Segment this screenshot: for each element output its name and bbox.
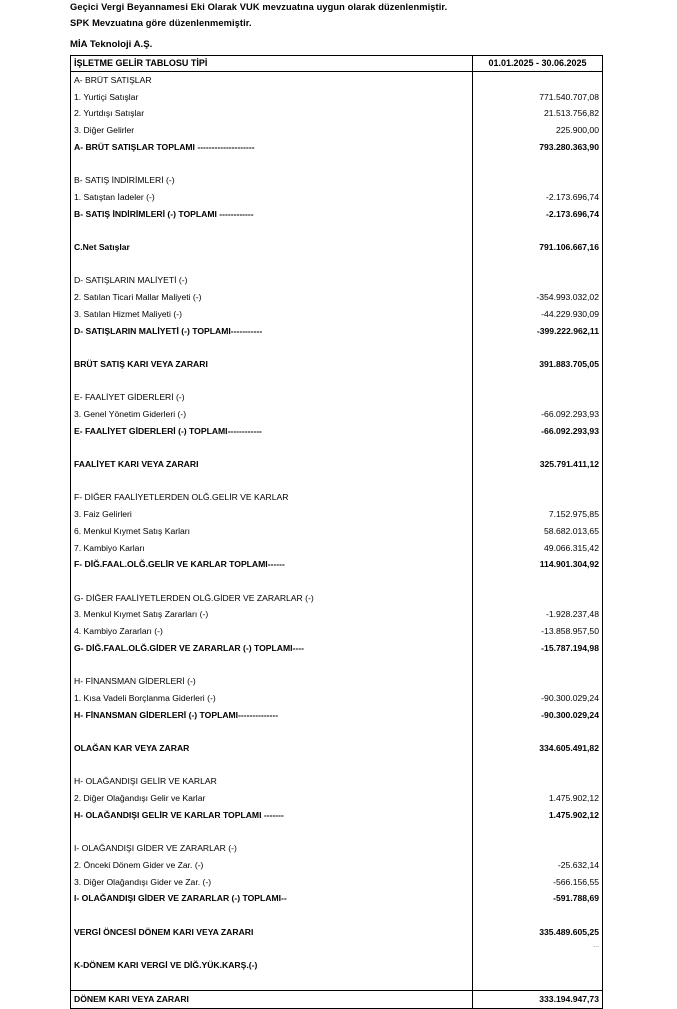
row-amount — [473, 389, 603, 406]
table-row — [71, 439, 603, 456]
table-row — [71, 373, 603, 390]
row-amount — [473, 256, 603, 273]
row-label — [71, 473, 473, 490]
table-row — [71, 339, 603, 356]
table-row — [71, 540, 603, 557]
row-label: 3. Diğer Olağandışı Gider ve Zar. (-) — [71, 874, 473, 891]
row-amount: -44.229.930,09 — [473, 306, 603, 323]
row-label: H- OLAĞANDIŞI GELİR VE KARLAR — [71, 773, 473, 790]
row-amount — [473, 840, 603, 857]
table-row — [71, 924, 603, 941]
row-label: B- SATIŞ İNDİRİMLERİ (-) TOPLAMI ------------ — [71, 206, 473, 223]
table-row — [71, 456, 603, 473]
row-label — [71, 723, 473, 740]
row-amount: 771.540.707,08 — [473, 89, 603, 106]
row-label — [71, 222, 473, 239]
row-amount: -15.787.194,98 — [473, 640, 603, 657]
row-amount — [473, 773, 603, 790]
row-amount — [473, 489, 603, 506]
row-label: D- SATIŞLARIN MALİYETİ (-) TOPLAMI----------- — [71, 323, 473, 340]
row-amount: -399.222.962,11 — [473, 323, 603, 340]
row-amount — [473, 907, 603, 924]
row-label: BRÜT SATIŞ KARI VEYA ZARARI — [71, 356, 473, 373]
table-row — [71, 389, 603, 406]
table-row — [71, 323, 603, 340]
row-amount: -354.993.032,02 — [473, 289, 603, 306]
row-amount: 1.475.902,12 — [473, 807, 603, 824]
table-row — [71, 139, 603, 156]
row-amount: 21.513.756,82 — [473, 105, 603, 122]
row-label: 2. Diğer Olağandışı Gelir ve Karlar — [71, 790, 473, 807]
row-label: D- SATIŞLARIN MALİYETİ (-) — [71, 272, 473, 289]
row-amount — [473, 656, 603, 673]
row-amount — [473, 723, 603, 740]
row-amount — [473, 473, 603, 490]
row-label — [71, 940, 473, 957]
row-label: 3. Faiz Gelirleri — [71, 506, 473, 523]
row-label — [71, 156, 473, 173]
table-row — [71, 206, 603, 223]
net-profit-label: DÖNEM KARI VEYA ZARARI — [71, 991, 473, 1009]
intro-note-line-2: SPK Mevzuatına göre düzenlenmemiştir. — [70, 17, 252, 28]
table-row — [71, 156, 603, 173]
row-label: I- OLAĞANDIŞI GİDER VE ZARARLAR (-) TOPLAMI-- — [71, 890, 473, 907]
table-row — [71, 757, 603, 774]
row-amount — [473, 439, 603, 456]
table-row — [71, 590, 603, 607]
row-amount: 58.682.013,65 — [473, 523, 603, 540]
row-amount: 1.475.902,12 — [473, 790, 603, 807]
table-row — [71, 874, 603, 891]
table-row — [71, 306, 603, 323]
table-row — [71, 807, 603, 824]
row-amount — [473, 222, 603, 239]
row-amount: -2.173.696,74 — [473, 189, 603, 206]
row-amount — [473, 72, 603, 89]
table-row — [71, 272, 603, 289]
table-row — [71, 940, 603, 957]
row-label — [71, 256, 473, 273]
row-label — [71, 974, 473, 991]
row-label: A- BRÜT SATIŞLAR TOPLAMI -------------------- — [71, 139, 473, 156]
row-amount: 225.900,00 — [473, 122, 603, 139]
table-row — [71, 673, 603, 690]
table-row — [71, 72, 603, 89]
row-label — [71, 823, 473, 840]
table-row — [71, 623, 603, 640]
table-row — [71, 222, 603, 239]
intro-note-line-1: Geçici Vergi Beyannamesi Eki Olarak VUK mevzuatına uygun olarak düzenlenmiştir. — [70, 2, 448, 12]
row-amount: -2.294.657,52 — [473, 940, 603, 957]
row-label: H- FİNANSMAN GİDERLERİ (-) — [71, 673, 473, 690]
row-label: H- FİNANSMAN GİDERLERİ (-) TOPLAMI-------------- — [71, 707, 473, 724]
table-row — [71, 423, 603, 440]
table-row — [71, 823, 603, 840]
row-amount: -66.092.293,93 — [473, 406, 603, 423]
table-row — [71, 256, 603, 273]
table-row — [71, 690, 603, 707]
table-row — [71, 790, 603, 807]
row-label: K-DÖNEM KARI VERGİ VE DİĞ.YÜK.KARŞ.(-) — [71, 957, 473, 974]
table-row — [71, 122, 603, 139]
row-amount — [473, 957, 603, 974]
row-amount: 325.791.411,12 — [473, 456, 603, 473]
row-label: 2. Önceki Dönem Gider ve Zar. (-) — [71, 857, 473, 874]
row-label: 1. Yurtiçi Satışlar — [71, 89, 473, 106]
row-amount: -13.858.957,50 — [473, 623, 603, 640]
row-label: C.Net Satışlar — [71, 239, 473, 256]
table-row — [71, 723, 603, 740]
table-header-row — [71, 56, 603, 72]
table-row — [71, 289, 603, 306]
table-row — [71, 105, 603, 122]
row-amount — [473, 974, 603, 991]
row-label: 7. Kambiyo Karları — [71, 540, 473, 557]
table-row — [71, 172, 603, 189]
table-row — [71, 707, 603, 724]
row-label: G- DİĞER FAALİYETLERDEN OLĞ.GİDER VE ZARARLAR (-) — [71, 590, 473, 607]
table-row — [71, 857, 603, 874]
company-name: MİA Teknoloji A.Ş. — [70, 39, 153, 50]
row-label: 2. Yurtdışı Satışlar — [71, 105, 473, 122]
row-label: 4. Kambiyo Zararları (-) — [71, 623, 473, 640]
table-row — [71, 640, 603, 657]
row-label: B- SATIŞ İNDİRİMLERİ (-) — [71, 172, 473, 189]
row-label: FAALİYET KARI VEYA ZARARI — [71, 456, 473, 473]
table-row — [71, 840, 603, 857]
table-row — [71, 957, 603, 974]
row-amount — [473, 757, 603, 774]
row-label — [71, 573, 473, 590]
row-label: F- DİĞ.FAAL.OLĞ.GELİR VE KARLAR TOPLAMI------ — [71, 556, 473, 573]
row-label: OLAĞAN KAR VEYA ZARAR — [71, 740, 473, 757]
row-label: E- FAALİYET GİDERLERİ (-) — [71, 389, 473, 406]
table-row — [71, 356, 603, 373]
table-row-net-profit — [71, 991, 603, 1009]
row-amount: -566.156,55 — [473, 874, 603, 891]
row-amount: -1.928.237,48 — [473, 606, 603, 623]
intro-notes — [70, 0, 610, 31]
row-label: I- OLAĞANDIŞI GİDER VE ZARARLAR (-) — [71, 840, 473, 857]
table-row — [71, 890, 603, 907]
row-amount — [473, 823, 603, 840]
table-row — [71, 773, 603, 790]
column-header-label: İŞLETME GELİR TABLOSU TİPİ — [71, 56, 473, 72]
table-body — [71, 72, 603, 991]
row-label: 3. Genel Yönetim Giderleri (-) — [71, 406, 473, 423]
row-amount — [473, 172, 603, 189]
row-amount: 793.280.363,90 — [473, 139, 603, 156]
row-label — [71, 439, 473, 456]
row-label — [71, 757, 473, 774]
table-row — [71, 406, 603, 423]
table-row — [71, 740, 603, 757]
row-label — [71, 656, 473, 673]
row-label: E- FAALİYET GİDERLERİ (-) TOPLAMI------------ — [71, 423, 473, 440]
row-amount: -90.300.029,24 — [473, 707, 603, 724]
row-amount — [473, 339, 603, 356]
row-label: 2. Satılan Ticari Mallar Maliyeti (-) — [71, 289, 473, 306]
row-amount: 334.605.491,82 — [473, 740, 603, 757]
row-amount: -66.092.293,93 — [473, 423, 603, 440]
row-amount — [473, 673, 603, 690]
row-amount: 335.489.605,25 — [473, 924, 603, 941]
table-row — [71, 189, 603, 206]
row-amount — [473, 373, 603, 390]
row-amount: -90.300.029,24 — [473, 690, 603, 707]
row-label — [71, 907, 473, 924]
column-header-period: 01.01.2025 - 30.06.2025 — [473, 56, 603, 72]
table-row — [71, 907, 603, 924]
net-profit-amount: 333.194.947,73 — [473, 991, 603, 1009]
row-label: 3. Menkul Kıymet Satış Zararları (-) — [71, 606, 473, 623]
table-row — [71, 489, 603, 506]
row-amount — [473, 272, 603, 289]
row-amount: 391.883.705,05 — [473, 356, 603, 373]
row-label: VERGİ ÖNCESİ DÖNEM KARI VEYA ZARARI — [71, 924, 473, 941]
income-statement-table — [70, 55, 603, 1009]
table-row — [71, 89, 603, 106]
row-label: 3. Satılan Hizmet Maliyeti (-) — [71, 306, 473, 323]
table-row — [71, 523, 603, 540]
row-label — [71, 373, 473, 390]
row-amount: 7.152.975,85 — [473, 506, 603, 523]
row-label: 1. Kısa Vadeli Borçlanma Giderleri (-) — [71, 690, 473, 707]
table-row — [71, 239, 603, 256]
row-label: 6. Menkul Kıymet Satış Karları — [71, 523, 473, 540]
row-label: A- BRÜT SATIŞLAR — [71, 72, 473, 89]
row-label: 1. Satıştan İadeler (-) — [71, 189, 473, 206]
row-amount: 49.066.315,42 — [473, 540, 603, 557]
table-row — [71, 606, 603, 623]
row-label: F- DİĞER FAALİYETLERDEN OLĞ.GELİR VE KARLAR — [71, 489, 473, 506]
row-amount — [473, 156, 603, 173]
row-label: 3. Diğer Gelirler — [71, 122, 473, 139]
row-amount — [473, 590, 603, 607]
row-amount: -25.632,14 — [473, 857, 603, 874]
row-label: H- OLAĞANDIŞI GELİR VE KARLAR TOPLAMI ------- — [71, 807, 473, 824]
table-row — [71, 656, 603, 673]
row-amount — [473, 573, 603, 590]
table-row — [71, 974, 603, 991]
row-label: G- DİĞ.FAAL.OLĞ.GİDER VE ZARARLAR (-) TOPLAMI---- — [71, 640, 473, 657]
row-amount: -591.788,69 — [473, 890, 603, 907]
table-row — [71, 506, 603, 523]
row-label — [71, 339, 473, 356]
row-amount: 114.901.304,92 — [473, 556, 603, 573]
row-amount: -2.173.696,74 — [473, 206, 603, 223]
table-row — [71, 473, 603, 490]
row-amount: 791.106.667,16 — [473, 239, 603, 256]
table-row — [71, 556, 603, 573]
table-row — [71, 573, 603, 590]
